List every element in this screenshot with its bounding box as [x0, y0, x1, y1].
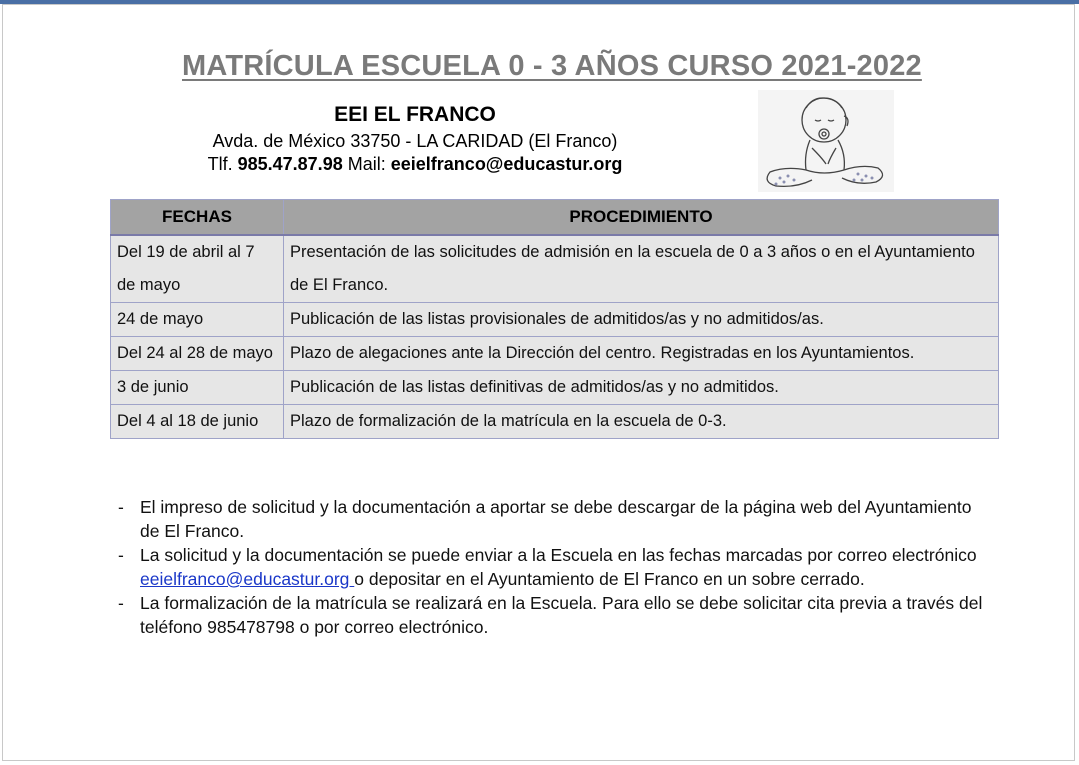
procedure-cell: Presentación de las solicitudes de admisión en la escuela de 0 a 3 años o en el Ayuntamiento de El Franco.	[284, 235, 999, 303]
procedure-cell: Plazo de alegaciones ante la Dirección del centro. Registradas en los Ayuntamientos.	[284, 337, 999, 371]
mail-address: eeielfranco@educastur.org	[390, 154, 623, 174]
note-text: o depositar en el Ayuntamiento de El Franco en un sobre cerrado.	[354, 569, 865, 589]
note-text: La formalización de la matrícula se realizará en la Escuela. Para ello se debe solicitar cita previa a través del teléfono 985478798 o por correo electrónico.	[140, 593, 983, 637]
table-row	[111, 303, 999, 337]
table-header-row	[111, 200, 999, 236]
table-row	[111, 371, 999, 405]
procedure-table	[110, 199, 999, 439]
date-cell: 24 de mayo	[111, 303, 284, 337]
date-cell: Del 4 al 18 de junio	[111, 405, 284, 439]
date-cell: Del 19 de abril al 7 de mayo	[111, 235, 284, 303]
procedure-cell: Publicación de las listas provisionales de admitidos/as y no admitidos/as.	[284, 303, 999, 337]
date-cell: 3 de junio	[111, 371, 284, 405]
bullet-dash: -	[118, 593, 124, 613]
document-title: MATRÍCULA ESCUELA 0 - 3 AÑOS CURSO 2021-2022	[182, 50, 922, 82]
procedure-cell: Publicación de las listas definitivas de admitidos/as y no admitidos.	[284, 371, 999, 405]
bullet-dash: -	[118, 497, 124, 517]
mail-label: Mail:	[347, 154, 386, 174]
note-item	[118, 591, 988, 639]
school-name: EEI EL FRANCO	[334, 103, 496, 126]
baby-drawing-icon	[758, 90, 894, 192]
table-row	[111, 235, 999, 303]
school-contact	[0, 154, 830, 175]
header-fechas: FECHAS	[111, 200, 284, 236]
school-address: Avda. de México 33750 - LA CARIDAD (El Franco)	[212, 131, 618, 151]
header-procedimiento: PROCEDIMIENTO	[284, 200, 999, 236]
table-row	[111, 337, 999, 371]
phone-number: 985.47.87.98	[237, 154, 343, 174]
note-item	[118, 495, 988, 543]
phone-label: Tlf.	[207, 154, 233, 174]
note-item	[118, 543, 988, 591]
date-cell: Del 24 al 28 de mayo	[111, 337, 284, 371]
notes-list	[118, 495, 988, 639]
procedure-cell: Plazo de formalización de la matrícula en la escuela de 0-3.	[284, 405, 999, 439]
table-row	[111, 405, 999, 439]
email-link[interactable]: eeielfranco@educastur.org	[140, 569, 355, 589]
bullet-dash: -	[118, 545, 124, 565]
note-text: La solicitud y la documentación se puede enviar a la Escuela en las fechas marcadas por correo electrónico	[140, 545, 977, 565]
note-text: El impreso de solicitud y la documentación a aportar se debe descargar de la página web del Ayuntamiento de El Franco.	[140, 497, 972, 541]
